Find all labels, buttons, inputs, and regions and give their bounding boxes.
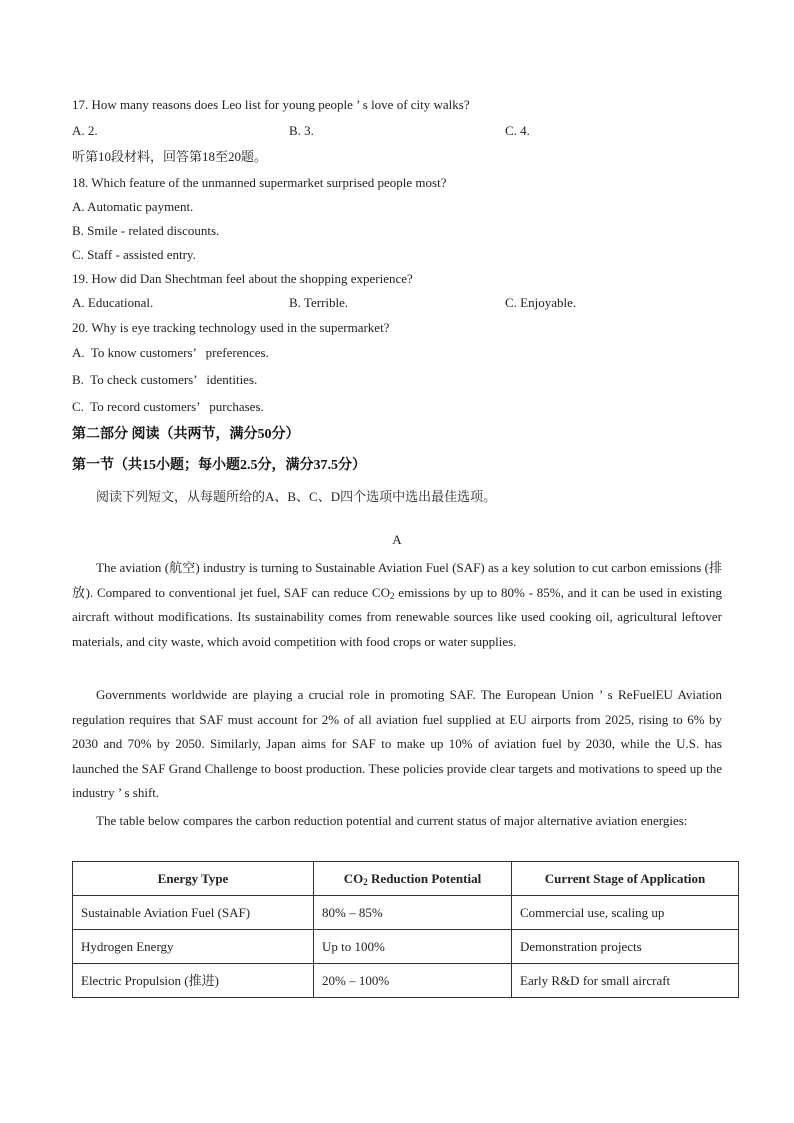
q17-option-b: B. 3.	[289, 123, 314, 138]
passage-paragraph-1	[72, 556, 722, 654]
cell-reduction: 80% ‒ 85%	[314, 896, 512, 930]
q18-option-a: A. Automatic payment.	[72, 199, 194, 214]
section-1-title: 第一节（共15小题；每小题2.5分，满分37.5分）	[72, 458, 366, 473]
cell-stage: Commercial use, scaling up	[512, 896, 739, 930]
table-row	[73, 930, 739, 964]
cell-energy-type: Sustainable Aviation Fuel (SAF)	[73, 896, 314, 930]
question-18: 18. Which feature of the unmanned supermarket surprised people most?	[72, 175, 447, 190]
q19-option-b: B. Terrible.	[289, 295, 349, 310]
header-co2-subscript: 2	[363, 877, 368, 887]
cell-stage: Demonstration projects	[512, 930, 739, 964]
q19-option-a: A. Educational.	[72, 295, 154, 310]
passage-paragraph-2	[72, 683, 722, 806]
part-2-title: 第二部分 阅读（共两节，满分50分）	[72, 427, 300, 442]
cell-stage: Early R&D for small aircraft	[512, 964, 739, 998]
paragraph-1-part-2: emissions by up to 80% - 85%, and it can be used in existing aircraft without modifications. Its sustainability comes from renewable sources like used cooking oil, agricultural leftover materials, and city waste, which avoid competition with food crops or water supplies.	[72, 584, 723, 649]
co2-subscript: 2	[389, 590, 395, 601]
energy-comparison-table	[72, 861, 739, 998]
cell-reduction: 20% ‒ 100%	[314, 964, 512, 998]
header-reduction-text: Reduction Potential	[367, 871, 482, 886]
header-co-text: CO	[343, 871, 364, 886]
q20-option-a: A. To know customers’ preferences.	[72, 345, 269, 360]
q17-option-a: A. 2.	[72, 123, 98, 138]
question-19: 19. How did Dan Shechtman feel about the shopping experience?	[72, 271, 413, 286]
q19-option-c: C. Enjoyable.	[505, 295, 577, 310]
header-current-stage: Current Stage of Application	[512, 862, 739, 896]
listening-instruction: 听第10段材料，回答第18至20题。	[72, 149, 268, 164]
header-energy-type: Energy Type	[73, 862, 314, 896]
cell-energy-type: Hydrogen Energy	[73, 930, 314, 964]
cell-reduction: Up to 100%	[314, 930, 512, 964]
cell-energy-type: Electric Propulsion (推进)	[73, 964, 314, 998]
q17-option-c: C. 4.	[505, 123, 530, 138]
passage-paragraph-3	[72, 809, 722, 834]
header-reduction-potential	[314, 862, 512, 896]
paragraph-1-part-1: The aviation (航空) industry is turning to Sustainable Aviation Fuel (SAF) as a key solution to cut carbon emissions (排放). Compared to conventional jet fuel, SAF can reduce CO	[72, 560, 722, 600]
question-20: 20. Why is eye tracking technology used in the supermarket?	[72, 320, 390, 335]
paragraph-3-text: The table below compares the carbon reduction potential and current status of major alternative aviation energies:	[96, 813, 688, 828]
table-row	[73, 896, 739, 930]
q18-option-c: C. Staff - assisted entry.	[72, 247, 196, 262]
q20-option-b: B. To check customers’ identities.	[72, 372, 258, 387]
reading-instruction: 阅读下列短文，从每题所给的A、B、C、D四个选项中选出最佳选项。	[96, 489, 497, 504]
paragraph-2-text: Governments worldwide are playing a crucial role in promoting SAF. The European Union ’ s ReFuelEU Aviation regulation requires that SAF must account for 2% of all aviation fuel supplied at EU airports from 2025, rising to 6% by 2030 and 70% by 2050. Similarly, Japan aims for SAF to make up 10% of aviation fuel by 2030, while the U.S. has launched the SAF Grand Challenge to boost production. These policies provide clear targets and motivations to speed up the industry ’ s shift.	[72, 687, 722, 800]
table-header-row	[73, 862, 739, 896]
table-row	[73, 964, 739, 998]
q20-option-c: C. To record customers’ purchases.	[72, 399, 264, 414]
q18-option-b: B. Smile - related discounts.	[72, 223, 220, 238]
passage-label: A	[392, 532, 402, 547]
question-17: 17. How many reasons does Leo list for young people ’ s love of city walks?	[72, 97, 470, 112]
